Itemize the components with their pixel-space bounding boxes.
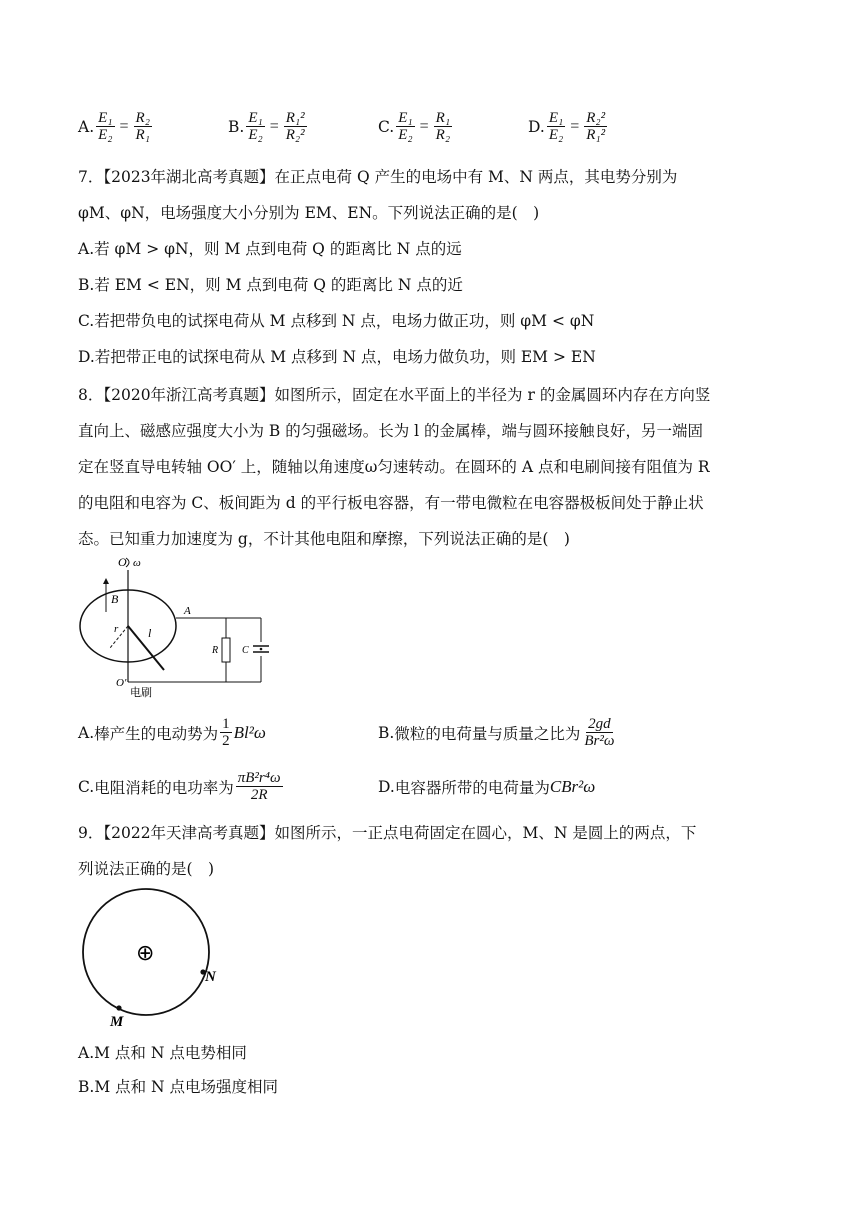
frac-den: R₁² <box>586 127 606 143</box>
frac-den: E₂ <box>248 127 263 143</box>
q8-option-d[interactable] <box>378 776 595 798</box>
q9-option-a[interactable]: A.M 点和 N 点电势相同 <box>78 1044 247 1062</box>
frac-den: R₂² <box>285 127 305 143</box>
option-letter: A. <box>78 117 95 136</box>
n-label: N <box>205 969 216 985</box>
equals-sign: = <box>570 117 580 135</box>
fraction-lhs <box>96 110 114 143</box>
frac-num: 1 <box>222 716 230 732</box>
q7-option-c[interactable]: C.若把带负电的试探电荷从 M 点移到 N 点，电场力做正功，则 φM < φN <box>78 312 595 330</box>
frac-den: R₂ <box>435 127 451 143</box>
q7-stem-line2: φM、φN，电场强度大小分别为 EM、EN。下列说法正确的是( ) <box>78 204 540 222</box>
equals-sign: = <box>269 117 279 135</box>
point-m-dot <box>116 1005 121 1010</box>
fraction-rhs <box>434 110 452 143</box>
q8-stem-line2: 直向上、磁感应强度大小为 B 的匀强磁场。长为 l 的金属棒，端与圆环接触良好，另一端固 <box>78 422 704 440</box>
option-letter: A. <box>78 723 95 742</box>
option-letter: C. <box>78 777 95 796</box>
option-text: 微粒的电荷量与质量之比为 <box>394 724 581 743</box>
frac-den: R₁ <box>135 127 150 143</box>
frac-den: E₂ <box>98 127 113 143</box>
frac-num: E₁ <box>398 110 413 126</box>
frac-num: R₂ <box>135 110 150 126</box>
frac-num: πB²r⁴ω <box>237 770 281 786</box>
option-fraction <box>582 716 616 749</box>
option-letter: D. <box>528 117 545 136</box>
option-letter: D. <box>378 778 395 796</box>
l-label: l <box>148 626 152 640</box>
charged-particle <box>260 648 263 651</box>
fraction-rhs <box>584 110 607 143</box>
frac-den: Br²ω <box>584 733 615 749</box>
frac-num: E₁ <box>98 110 113 126</box>
q9-option-b[interactable]: B.M 点和 N 点电场强度相同 <box>78 1078 279 1096</box>
option-tail: CBr²ω <box>549 777 596 796</box>
frac-num: E₁ <box>548 110 564 126</box>
q8-option-a[interactable] <box>78 716 266 749</box>
resistor-icon <box>222 638 230 662</box>
equals-sign: = <box>419 117 429 135</box>
frac-den: 2R <box>250 787 268 803</box>
q6-option-d[interactable] <box>528 110 609 143</box>
frac-num: 2gd <box>588 716 611 732</box>
q6-option-a[interactable] <box>78 110 154 143</box>
q8-rotating-ring-circuit-figure <box>76 552 286 700</box>
option-text: 棒产生的电动势为 <box>94 724 219 743</box>
capacitor-label: C <box>242 645 249 656</box>
option-text: 电阻消耗的电功率为 <box>94 778 234 797</box>
q8-option-c[interactable] <box>78 770 285 803</box>
radius-dashed <box>110 626 128 648</box>
a-label: A <box>184 605 191 617</box>
fraction-lhs <box>396 110 414 143</box>
q8-stem-line4: 的电阻和电容为 C、板间距为 d 的平行板电容器，有一带电微粒在电容器极板间处于静止状 <box>78 494 704 512</box>
q8-stem-line5: 态。已知重力加速度为 g，不计其他电阻和摩擦，下列说法正确的是( ) <box>78 530 570 548</box>
q8-stem-line3: 定在竖直导电转轴 OO′ 上，随轴以角速度ω匀速转动。在圆环的 A 点和电刷间接有阻值为 R <box>78 458 710 476</box>
option-tail: Bl²ω <box>233 722 266 742</box>
q7-option-b[interactable]: B.若 EM < EN，则 M 点到电荷 Q 的距离比 N 点的近 <box>78 276 463 294</box>
frac-num: R₁² <box>285 110 305 126</box>
resistor-label: R <box>212 645 219 656</box>
option-letter: B. <box>228 117 245 136</box>
r-label: r <box>114 623 119 635</box>
positive-charge-icon: ⊕ <box>136 940 155 965</box>
frac-den: E₂ <box>398 127 413 143</box>
metal-rod <box>128 626 164 670</box>
fraction-lhs <box>246 110 264 143</box>
q6-option-b[interactable] <box>228 110 309 143</box>
fraction-lhs <box>547 110 565 143</box>
b-label: B <box>111 592 119 606</box>
axis-top-label: O <box>118 555 127 569</box>
q9-stem-line1: 9．【2022年天津高考真题】如图所示，一正点电荷固定在圆心，M、N 是圆上的两点，下 <box>78 824 697 842</box>
fraction-rhs <box>284 110 307 143</box>
frac-den: 2 <box>222 733 230 749</box>
q8-stem-line1: 8．【2020年浙江高考真题】如图所示，固定在水平面上的半径为 r 的金属圆环内存在方向竖 <box>78 386 711 404</box>
q9-stem-line2: 列说法正确的是( ) <box>78 860 215 878</box>
frac-num: R₁ <box>435 110 451 126</box>
fraction-rhs <box>134 110 152 143</box>
option-fraction <box>236 770 283 803</box>
frac-num: R₂² <box>586 110 606 126</box>
option-letter: B. <box>378 723 395 742</box>
m-label: M <box>110 1014 124 1030</box>
frac-den: E₂ <box>548 127 564 143</box>
q7-stem-line1: 7．【2023年湖北高考真题】在正点电荷 Q 产生的电场中有 M、N 两点，其电势分别为 <box>78 168 678 186</box>
q7-option-d[interactable]: D.若把带正电的试探电荷从 M 点移到 N 点，电场力做负功，则 EM > EN <box>78 348 596 366</box>
omega-label: ω <box>133 557 141 569</box>
axis-bottom-label: O′ <box>116 677 127 689</box>
q7-option-a[interactable]: A.若 φM > φN，则 M 点到电荷 Q 的距离比 N 点的远 <box>78 240 462 258</box>
brush-label: 电刷 <box>130 687 152 699</box>
q9-circle-charge-figure <box>80 880 220 1030</box>
option-letter: C. <box>378 117 395 136</box>
b-arrow-head-icon <box>103 578 109 584</box>
equals-sign: = <box>119 117 129 135</box>
option-fraction <box>220 716 232 749</box>
q6-option-c[interactable] <box>378 110 454 143</box>
frac-num: E₁ <box>248 110 263 126</box>
option-text: 电容器所带的电荷量为 <box>394 779 550 797</box>
q8-option-b[interactable] <box>378 716 618 749</box>
